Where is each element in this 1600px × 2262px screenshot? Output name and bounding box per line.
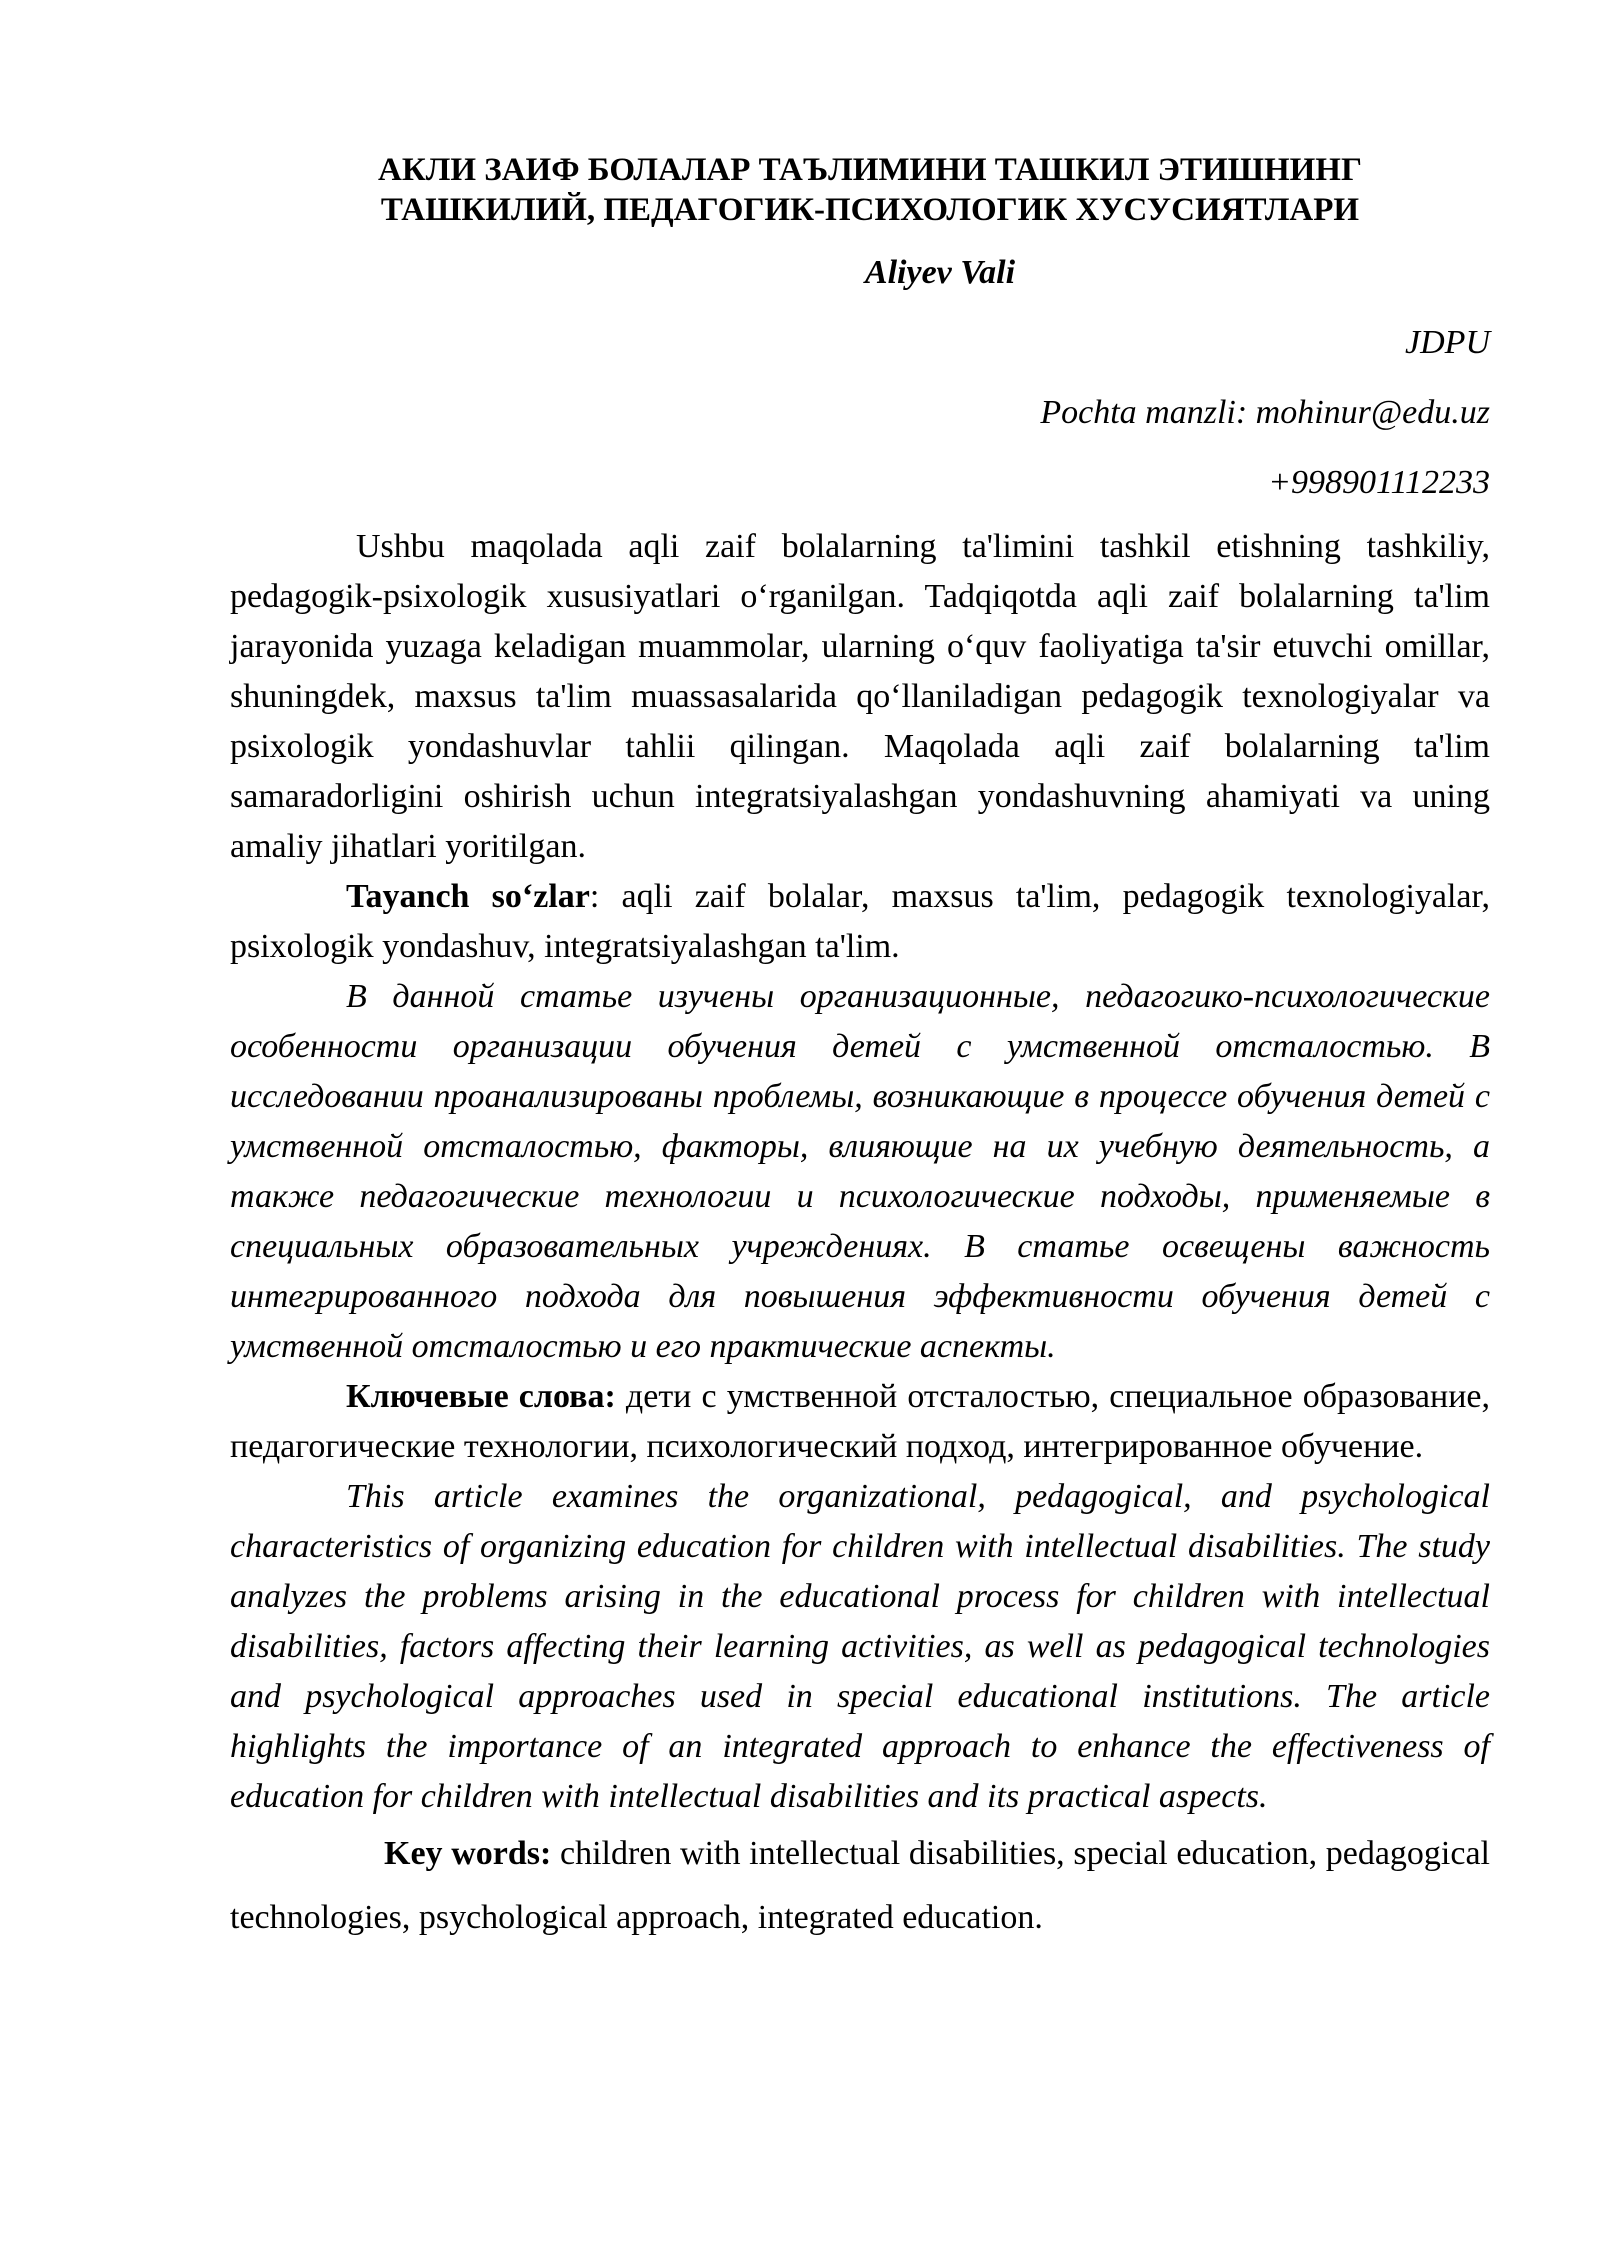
keywords-russian-text: дети с умственной отсталостью, специальное образование, педагогические технологии, психологический подход, интегрированное обучение.	[230, 1378, 1490, 1465]
keywords-english-label: Key words:	[384, 1835, 552, 1872]
abstract-uzbek: Ushbu maqolada aqli zaif bolalarning ta'limini tashkil etishning tashkiliy, pedagogik-psixologik xususiyatlari o‘rganilgan. Tadqiqotda aqli zaif bolalarning ta'lim jarayonida yuzaga keladigan muammolar, ularning o‘quv faoliyatiga ta'sir etuvchi omillar, shuningdek, maxsus ta'lim muassasalarida qo‘llaniladigan pedagogik texnologiyalar va psixologik yondashuvlar tahlii qilingan. Maqolada aqli zaif bolalarning ta'lim samaradorligini oshirish uchun integratsiyalashgan yondashuvning ahamiyati va uning amaliy jihatlari yoritilgan.	[230, 528, 1490, 865]
keywords-uzbek-label: Tayanch so‘zlar	[346, 878, 590, 915]
keywords-english	[230, 1822, 1490, 1950]
keywords-russian	[230, 1372, 1490, 1472]
keywords-english-text: children with intellectual disabilities, special education, pedagogical technologies, psychological approach, integrated education.	[230, 1835, 1490, 1936]
author-name: Aliyev Vali	[864, 254, 1016, 291]
keywords-uzbek	[230, 872, 1490, 972]
title-line-2: ТАШКИЛИЙ, ПЕДАГОГИК-ПСИХОЛОГИК ХУСУСИЯТЛАРИ	[380, 192, 1360, 228]
keywords-russian-label: Ключевые слова:	[346, 1378, 616, 1415]
affiliation: JDPU	[1405, 324, 1490, 361]
abstract-russian: В данной статье изучены организационные, педагогико-психологические особенности организации обучения детей с умственной отсталостью. В исследовании проанализированы проблемы, возникающие в процессе обучения детей с умственной отсталостью, факторы, влияющие на их учебную деятельность, а также педагогические технологии и психологические подходы, применяемые в специальных образовательных учреждениях. В статье освещены важность интегрированного подхода для повышения эффективности обучения детей с умственной отсталостью и его практические аспекты.	[230, 978, 1490, 1365]
abstract-english: This article examines the organizational, pedagogical, and psychological characteristics of organizing education for children with intellectual disabilities. The study analyzes the problems arising in the educational process for children with intellectual disabilities, factors affecting their learning activities, as well as pedagogical technologies and psychological approaches used in special educational institutions. The article highlights the importance of an integrated approach to enhance the effectiveness of education for children with intellectual disabilities and its practical aspects.	[230, 1478, 1490, 1815]
title-line-1: АКЛИ ЗАИФ БОЛАЛАР ТАЪЛИМИНИ ТАШКИЛ ЭТИШНИНГ	[378, 152, 1362, 188]
phone-line: +998901112233	[1268, 464, 1490, 501]
paper-title	[230, 150, 1490, 230]
email-line: Pochta manzli: mohinur@edu.uz	[1040, 394, 1490, 431]
keywords-uzbek-text: : aqli zaif bolalar, maxsus ta'lim, pedagogik texnologiyalar, psixologik yondashuv, integratsiyalashgan ta'lim.	[230, 878, 1490, 965]
paper-page	[230, 150, 1490, 1950]
